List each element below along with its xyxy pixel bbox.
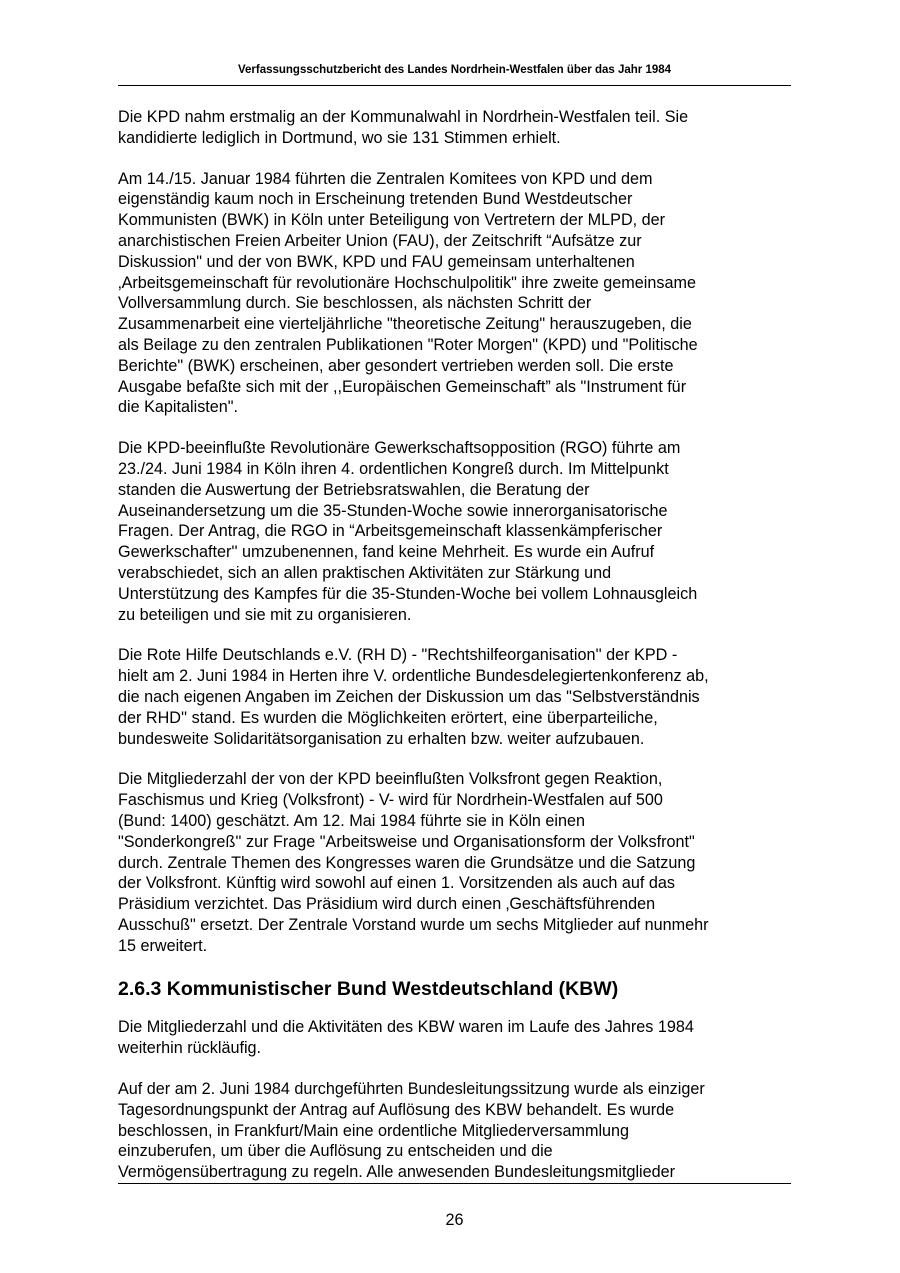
paragraph-zentrale-komitees xyxy=(118,169,798,419)
text-line: verabschiedet, sich an allen praktischen Aktivitäten zur Stärkung und xyxy=(118,563,612,582)
text-line: Die Rote Hilfe Deutschlands e.V. (RH D) - "Rechtshilfeorganisation'' der KPD - xyxy=(118,646,678,665)
document-body xyxy=(118,107,798,1203)
text-line: weiterhin rückläufig. xyxy=(118,1039,262,1058)
text-line: anarchistischen Freien Arbeiter Union (FAU), der Zeitschrift “Aufsätze zur xyxy=(118,231,642,250)
text-line: Tagesordnungspunkt der Antrag auf Auflösung des KBW behandelt. Es wurde xyxy=(118,1100,675,1119)
text-line: standen die Auswertung der Betriebsratswahlen, die Beratung der xyxy=(118,480,590,499)
paragraph-volksfront xyxy=(118,769,798,956)
section-heading-kbw: 2.6.3 Kommunistischer Bund Westdeutschland (KBW) xyxy=(118,978,619,1001)
text-line: Ausgabe befaßte sich mit der ,,Europäischen Gemeinschaft” als "Instrument für xyxy=(118,377,687,396)
text-line: beschlossen, in Frankfurt/Main eine ordentliche Mitgliederversammlung xyxy=(118,1121,630,1140)
paragraph-kbw-aufloesung xyxy=(118,1079,798,1183)
header-rule xyxy=(118,85,791,86)
page-header: Verfassungsschutzbericht des Landes Nordrhein-Westfalen über das Jahr 1984 xyxy=(237,64,672,76)
text-line: Gewerkschafter'' umzubenennen, fand keine Mehrheit. Es wurde ein Aufruf xyxy=(118,543,655,562)
text-line: kandidierte lediglich in Dortmund, wo sie 131 Stimmen erhielt. xyxy=(118,128,561,147)
paragraph-rgo-kongress xyxy=(118,438,798,625)
paragraph-rote-hilfe xyxy=(118,645,798,749)
text-line: Ausschuß" ersetzt. Der Zentrale Vorstand wurde um sechs Mitglieder auf nunmehr xyxy=(118,915,709,934)
text-line: Faschismus und Krieg (Volksfront) - V- wird für Nordrhein-Westfalen auf 500 xyxy=(118,791,663,810)
text-line: die Kapitalisten". xyxy=(118,398,239,417)
text-line: der RHD'' stand. Es wurden die Möglichkeiten erörtert, eine überparteiliche, xyxy=(118,708,658,727)
text-line: 15 erweitert. xyxy=(118,936,208,955)
text-line: durch. Zentrale Themen des Kongresses waren die Grundsätze und die Satzung xyxy=(118,853,696,872)
text-line: Präsidium verzichtet. Das Präsidium wird durch einen ‚Geschäftsführenden xyxy=(118,895,656,914)
text-line: zu beteiligen und sie mit zu organisieren. xyxy=(118,605,412,624)
text-line: Fragen. Der Antrag, die RGO in “Arbeitsgemeinschaft klassenkämpferischer xyxy=(118,522,663,541)
text-line: Zusammenarbeit eine vierteljährliche "theoretische Zeitung" herauszugeben, die xyxy=(118,315,692,334)
text-line: Kommunisten (BWK) in Köln unter Beteiligung von Vertretern der MLPD, der xyxy=(118,211,666,230)
page-number: 26 xyxy=(445,1211,464,1229)
text-line: Vermögensübertragung zu regeln. Alle anwesenden Bundesleitungsmitglieder xyxy=(118,1163,676,1182)
text-line: Berichte" (BWK) erscheinen, aber gesondert vertrieben werden soll. Die erste xyxy=(118,356,674,375)
text-line: Auf der am 2. Juni 1984 durchgeführten Bundesleitungssitzung wurde als einziger xyxy=(118,1080,705,1099)
text-line: Die Mitgliederzahl und die Aktivitäten des KBW waren im Laufe des Jahres 1984 xyxy=(118,1018,694,1037)
text-line: 23./24. Juni 1984 in Köln ihren 4. ordentlichen Kongreß durch. Im Mittelpunkt xyxy=(118,459,669,478)
text-line: Diskussion" und der von BWK, KPD und FAU gemeinsam unterhaltenen xyxy=(118,252,635,271)
text-line: Am 14./15. Januar 1984 führten die Zentralen Komitees von KPD und dem xyxy=(118,169,653,188)
text-line: hielt am 2. Juni 1984 in Herten ihre V. ordentliche Bundesdelegiertenkonferenz ab, xyxy=(118,667,709,686)
text-line: Vollversammlung durch. Sie beschlossen, als nächsten Schritt der xyxy=(118,294,592,313)
text-line: als Beilage zu den zentralen Publikationen "Roter Morgen" (KPD) und "Politische xyxy=(118,335,698,354)
text-line: der Volksfront. Künftig wird sowohl auf einen 1. Vorsitzenden als auch auf das xyxy=(118,874,676,893)
text-line: Unterstützung des Kampfes für die 35-Stunden-Woche bei vollem Lohnausgleich xyxy=(118,584,698,603)
text-line: bundesweite Solidaritätsorganisation zu erhalten bzw. weiter aufzubauen. xyxy=(118,729,645,748)
text-line: "Sonderkongreß'' zur Frage "Arbeitsweise und Organisationsform der Volksfront" xyxy=(118,832,695,851)
footer-rule xyxy=(118,1183,791,1184)
text-line: ‚Arbeitsgemeinschaft für revolutionäre Hochschulpolitik" ihre zweite gemeinsame xyxy=(118,273,696,292)
text-line: Auseinandersetzung um die 35-Stunden-Woche sowie innerorganisatorische xyxy=(118,501,668,520)
text-line: die nach eigenen Angaben im Zeichen der Diskussion um das "Selbstverständnis xyxy=(118,687,700,706)
text-line: (Bund: 1400) geschätzt. Am 12. Mai 1984 führte sie in Köln einen xyxy=(118,811,586,830)
text-line: eigenständig kaum noch in Erscheinung tretenden Bund Westdeutscher xyxy=(118,190,633,209)
text-line: Die KPD nahm erstmalig an der Kommunalwahl in Nordrhein-Westfalen teil. Sie xyxy=(118,108,689,126)
text-line: einzuberufen, um über die Auflösung zu entscheiden und die xyxy=(118,1142,553,1161)
paragraph-kbw-mitglieder xyxy=(118,1017,798,1059)
text-line: Die Mitgliederzahl der von der KPD beeinflußten Volksfront gegen Reaktion, xyxy=(118,770,663,789)
paragraph-kpd-kommunalwahl xyxy=(118,107,798,149)
text-line: Die KPD-beeinflußte Revolutionäre Gewerkschaftsopposition (RGO) führte am xyxy=(118,439,681,458)
